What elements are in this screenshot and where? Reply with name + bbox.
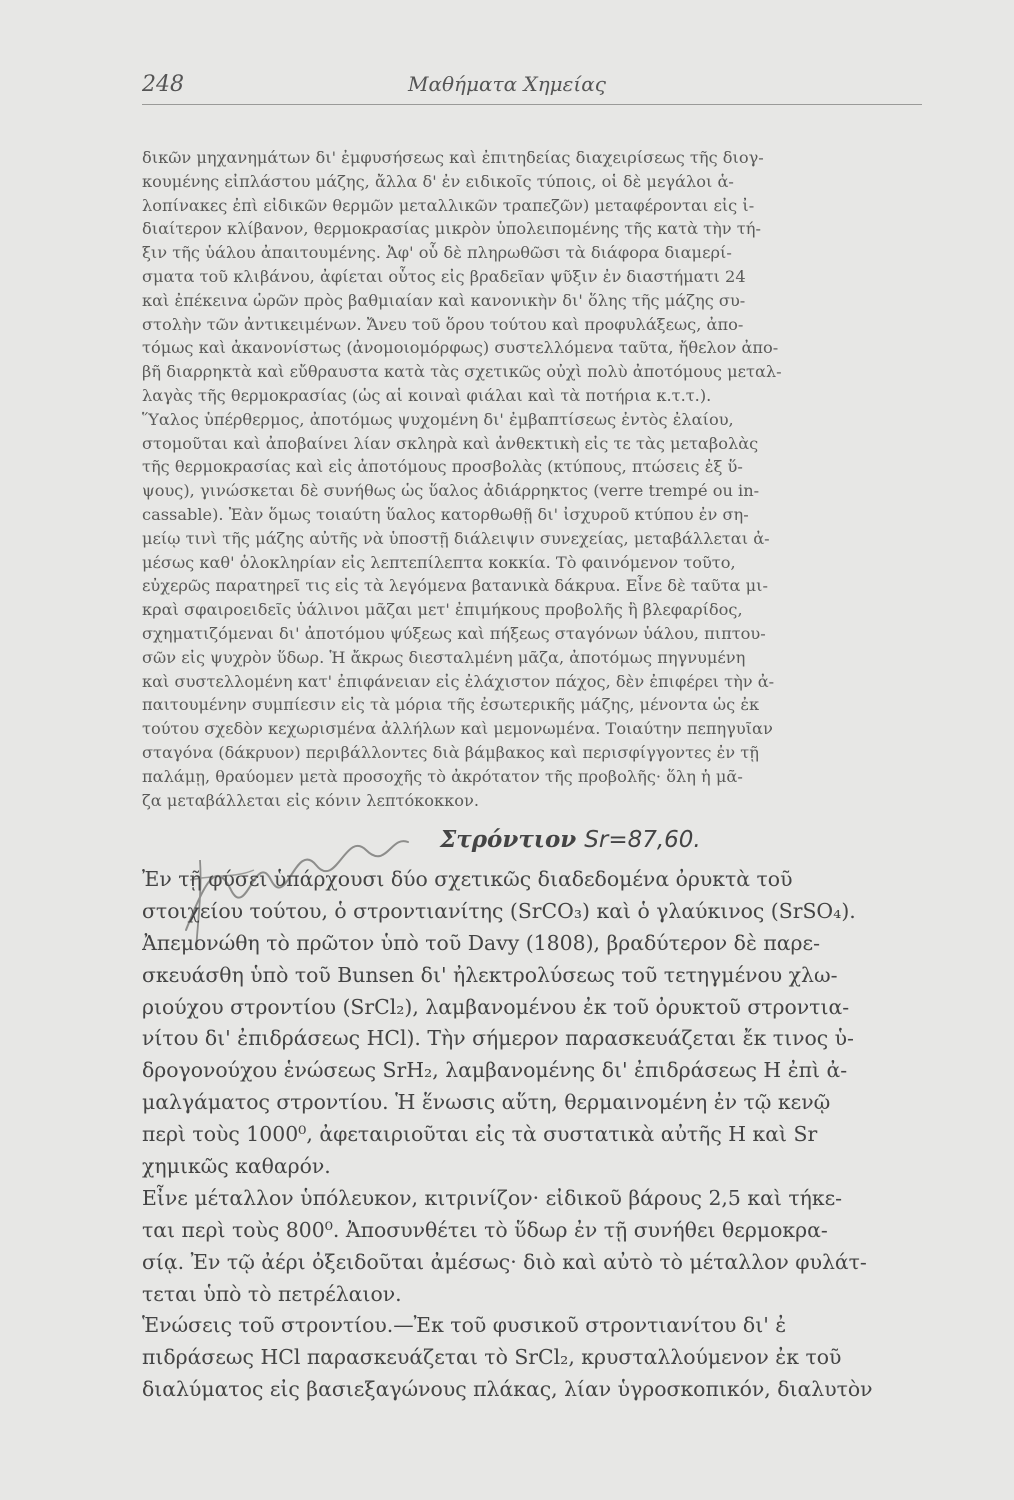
section-formula: Sr=87,60. xyxy=(584,827,701,853)
text-line: στομοῦται καὶ ἀποβαίνει λίαν σκληρὰ καὶ ἀνθεκτικὴ εἰς τε τὰς μεταβολὰς xyxy=(142,433,759,453)
text-line: τῆς θερμοκρασίας καὶ εἰς ἀποτόμους προσβολὰς (κτύπους, πτώσεις ἐξ ὕ- xyxy=(142,457,743,477)
text-line: λοπίνακες ἐπὶ εἰδικῶν θερμῶν μεταλλικῶν τραπεζῶν) μεταφέρονται εἰς ἰ- xyxy=(142,195,755,215)
text-line: σῶν εἰς ψυχρὸν ὕδωρ. Ἡ ἄκρως διεσταλμένη μᾶζα, ἀποτόμως πηγνυμένη xyxy=(142,647,746,667)
text-line: σίᾳ. Ἐν τῷ ἀέρι ὀξειδοῦται ἀμέσως· διὸ καὶ αὐτὸ τὸ μέταλλον φυλάτ- xyxy=(142,1249,867,1274)
text-line: Ὕαλος ὑπέρθερμος, ἀποτόμως ψυχομένη δι' ἐμβαπτίσεως ἐντὸς ἐλαίου, xyxy=(142,409,734,429)
text-line: στοιχείου τούτου, ὁ στροντιανίτης (SrCO₃) καὶ ὁ γλαύκινος (SrSO₄). xyxy=(142,898,856,923)
text-line: μέσως καθ' ὁλοκληρίαν εἰς λεπτεπίλεπτα κοκκία. Τὸ φαινόμενον τοῦτο, xyxy=(142,552,736,572)
text-line: σταγόνα (δάκρυον) περιβάλλοντες διὰ βάμβακος καὶ περισφίγγοντες ἐν τῇ xyxy=(142,742,759,762)
text-line: περὶ τοὺς 1000⁰, ἀφεταιριοῦται εἰς τὰ συστατικὰ αὐτῆς H καὶ Sr xyxy=(142,1122,818,1147)
text-line: σματα τοῦ κλιβάνου, ἀφίεται οὗτος εἰς βραδεῖαν ψῦξιν ἐν διαστήματι 24 xyxy=(142,266,746,286)
text-line: στολὴν τῶν ἀντικειμένων. Ἄνευ τοῦ ὅρου τούτου καὶ προφυλάξεως, ἀπο- xyxy=(142,314,744,334)
text-line: διαλύματος εἰς βασιεξαγώνους πλάκας, λίαν ὑγροσκοπικόν, διαλυτὸν xyxy=(142,1377,873,1402)
text-line: παιτουμένην συμπίεσιν εἰς τὰ μόρια τῆς ἐσωτερικῆς μάζης, μένοντα ὡς ἐκ xyxy=(142,695,760,715)
small-print-paragraphs xyxy=(142,146,922,812)
main-paragraphs xyxy=(142,864,932,1406)
text-line: ριούχου στροντίου (SrCl₂), λαμβανομένου ἐκ τοῦ ὀρυκτοῦ στροντια- xyxy=(142,994,850,1019)
text-line: εὐχερῶς παρατηρεῖ τις εἰς τὰ λεγόμενα βατανικὰ δάκρυα. Εἶνε δὲ ταῦτα μι- xyxy=(142,576,768,596)
text-line: cassable). Ἐὰν ὅμως τοιαύτη ὕαλος κατορθωθῇ δι' ἰσχυροῦ κτύπου ἐν ση- xyxy=(142,504,749,524)
text-line: Εἶνε μέταλλον ὑπόλευκον, κιτρινίζον· εἰδικοῦ βάρους 2,5 καὶ τήκε- xyxy=(142,1185,843,1210)
text-line: ξιν τῆς ὑάλου ἀπαιτουμένης. Ἀφ' οὗ δὲ πληρωθῶσι τὰ διάφορα διαμερί- xyxy=(142,243,732,263)
text-line: δικῶν μηχανημάτων δι' ἐμφυσήσεως καὶ ἐπιτηδείας διαχειρίσεως τῆς διογ- xyxy=(142,148,764,167)
text-line: τόμως καὶ ἀκανονίστως (ἀνομοιομόρφως) συστελλόμενα ταῦτα, ἤθελον ἀπο- xyxy=(142,338,779,358)
text-line: καὶ συστελλομένη κατ' ἐπιφάνειαν εἰς ἐλάχιστον πάχος, δὲν ἐπιφέρει τὴν ἀ- xyxy=(142,671,775,691)
text-line: νίτου δι' ἐπιδράσεως HCl). Τὴν σήμερον παρασκευάζεται ἔκ τινος ὑ- xyxy=(142,1026,854,1051)
text-line: παλάμῃ, θραύομεν μετὰ προσοχῆς τὸ ἀκρότατον τῆς προβολῆς· ὅλη ἡ μᾶ- xyxy=(142,766,743,786)
text-line: διαίτερον κλίβανον, θερμοκρασίας μικρὸν ὑπολειπομένης τῆς κατὰ τὴν τή- xyxy=(142,219,761,239)
text-line: κραὶ σφαιροειδεῖς ὑάλινοι μᾶζαι μετ' ἐπιμήκους προβολῆς ἢ βλεφαρίδος, xyxy=(142,600,743,620)
text-line: δρογονούχου ἑνώσεως SrH₂, λαμβανομένης δι' ἐπιδράσεως H ἐπὶ ἀ- xyxy=(142,1058,848,1083)
text-line: Ἐν τῇ φύσει ὑπάρχουσι δύο σχετικῶς διαδεδομένα ὀρυκτὰ τοῦ xyxy=(142,867,793,891)
text-line: λαγὰς τῆς θερμοκρασίας (ὡς αἱ κοιναὶ φιάλαι καὶ τὰ ποτήρια κ.τ.τ.). xyxy=(142,385,712,405)
text-line: ψους), γινώσκεται δὲ συνήθως ὡς ὕαλος ἀδιάρρηκτος (verre trempé ou in- xyxy=(142,481,760,501)
running-title: Μαθήματα Χημείας xyxy=(408,72,606,96)
text-line: μείῳ τινὶ τῆς μάζης αὐτῆς νὰ ὑποστῇ διάλειψιν συνεχείας, μεταβάλλεται ἀ- xyxy=(142,528,770,548)
text-line: σκευάσθη ὑπὸ τοῦ Bunsen δι' ἠλεκτρολύσεως τοῦ τετηγμένου χλω- xyxy=(142,962,838,987)
text-line: καὶ ἐπέκεινα ὡρῶν πρὸς βαθμιαίαν καὶ κανονικὴν δι' ὅλης τῆς μάζης συ- xyxy=(142,290,746,310)
text-line: μαλγάματος στροντίου. Ἡ ἕνωσις αὕτη, θερμαινομένη ἐν τῷ κενῷ xyxy=(142,1090,831,1115)
page-header xyxy=(0,62,1014,102)
text-line: πιδράσεως HCl παρασκευάζεται τὸ SrCl₂, κρυσταλλούμενον ἐκ τοῦ xyxy=(142,1345,842,1370)
text-line: ται περὶ τοὺς 800⁰. Ἀποσυνθέτει τὸ ὕδωρ ἐν τῇ συνήθει θερμοκρα- xyxy=(142,1217,828,1242)
text-line: σχηματιζόμεναι δι' ἀποτόμου ψύξεως καὶ πήξεως σταγόνων ὑάλου, πιπτου- xyxy=(142,623,766,643)
text-line: βῆ διαρρηκτὰ καὶ εὔθραυστα κατὰ τὰς σχετικῶς οὐχὶ πολὺ ἀποτόμους μεταλ- xyxy=(142,362,782,382)
text-line: κουμένης εἰπλάστου μάζης, ἄλλα δ' ἐν ειδικοῖς τύποις, οἱ δὲ μεγάλοι ἁ- xyxy=(142,171,734,191)
section-title: Στρόντιον xyxy=(440,826,577,853)
text-line: τούτου σχεδὸν κεχωρισμένα ἀλλήλων καὶ μεμονωμένα. Τοιαύτην πεπηγυῖαν xyxy=(142,719,773,739)
header-rule xyxy=(142,104,922,105)
text-line: χημικῶς καθαρόν. xyxy=(142,1154,331,1179)
text-line: Ἑνώσεις τοῦ στροντίου.—Ἐκ τοῦ φυσικοῦ στροντιανίτου δι' ἐ xyxy=(142,1313,787,1338)
text-line: ζα μεταβάλλεται εἰς κόνιν λεπτόκοκκον. xyxy=(142,790,480,810)
section-heading xyxy=(440,826,701,853)
text-line: Ἀπεμονώθη τὸ πρῶτον ὑπὸ τοῦ Davy (1808), βραδύτερον δὲ παρε- xyxy=(142,930,820,955)
page-number: 248 xyxy=(142,72,184,97)
text-line: τεται ὑπὸ τὸ πετρέλαιον. xyxy=(142,1281,402,1306)
